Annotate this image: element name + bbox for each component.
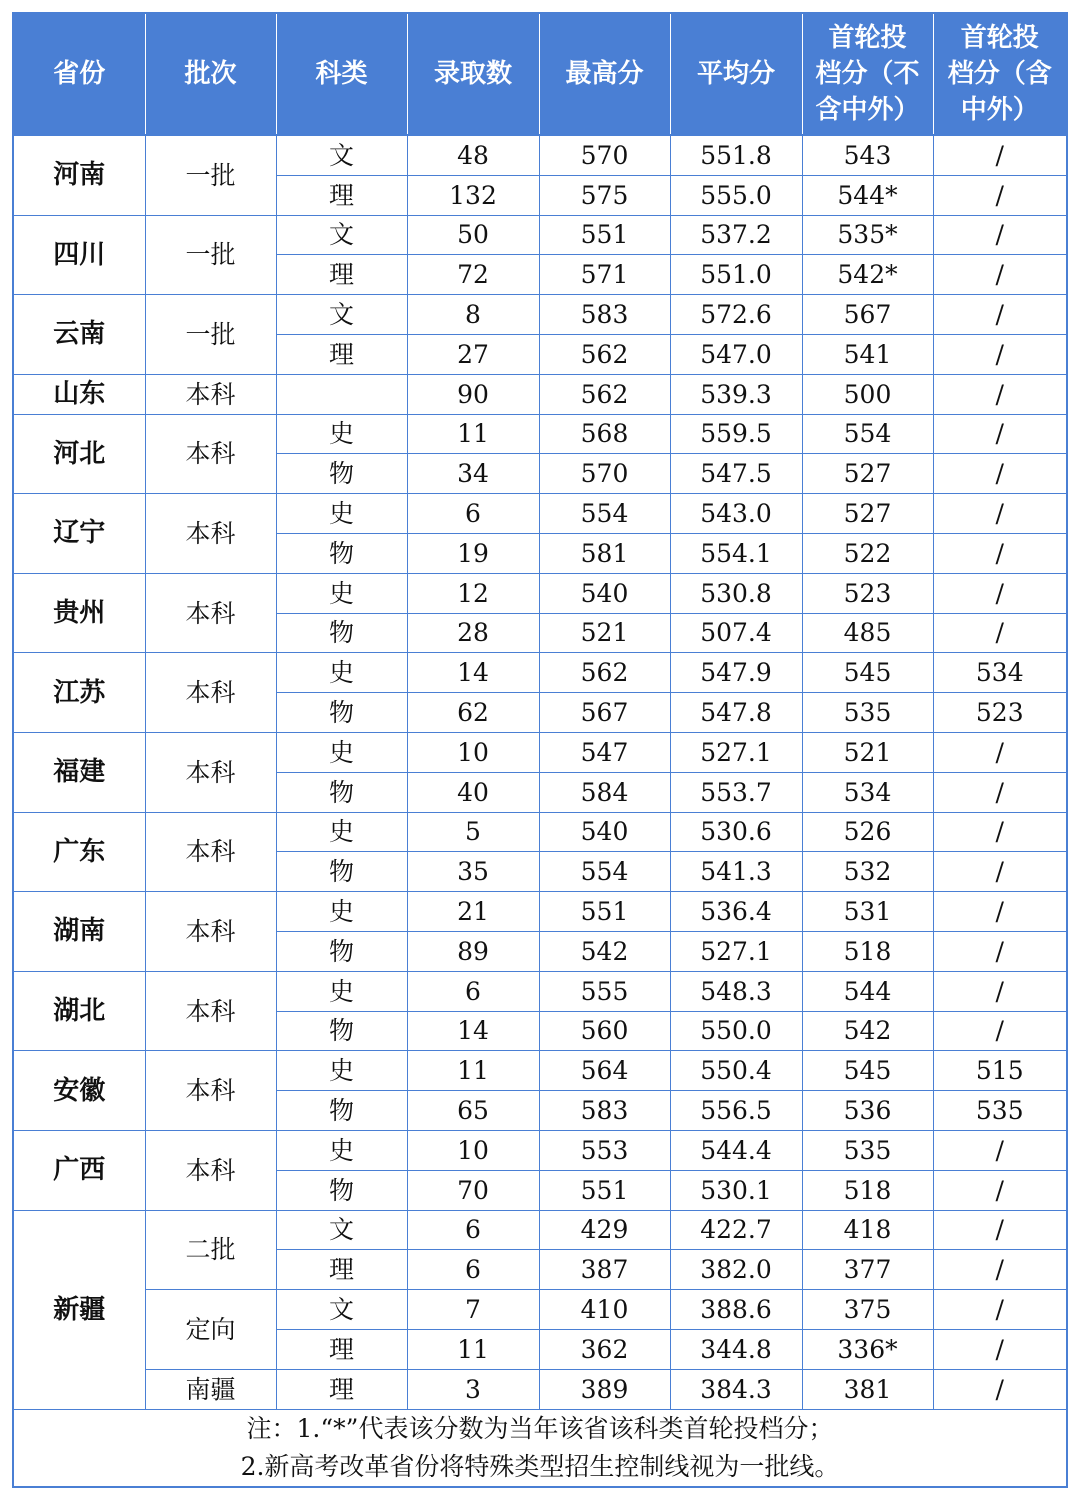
first-round-incl-cell: / (933, 215, 1067, 255)
max-score-cell: 554 (539, 494, 670, 534)
admitted-cell: 48 (407, 135, 539, 175)
batch-cell: 本科 (145, 812, 276, 892)
first-round-excl-cell: 544* (802, 175, 933, 215)
admitted-cell: 10 (407, 732, 539, 772)
first-round-excl-cell: 542* (802, 255, 933, 295)
batch-cell: 本科 (145, 573, 276, 653)
max-score-cell: 571 (539, 255, 670, 295)
batch-cell: 一批 (145, 295, 276, 375)
batch-cell: 二批 (145, 1210, 276, 1290)
province-cell: 新疆 (13, 1210, 145, 1409)
max-score-cell: 553 (539, 1130, 670, 1170)
max-score-cell: 575 (539, 175, 670, 215)
first-round-incl-cell: / (933, 1210, 1067, 1250)
max-score-cell: 540 (539, 573, 670, 613)
avg-score-cell: 544.4 (670, 1130, 802, 1170)
max-score-cell: 568 (539, 414, 670, 454)
avg-score-cell: 551.0 (670, 255, 802, 295)
first-round-excl-cell: 535* (802, 215, 933, 255)
admitted-cell: 70 (407, 1170, 539, 1210)
first-round-incl-cell: / (933, 255, 1067, 295)
batch-cell: 定向 (145, 1290, 276, 1370)
avg-score-cell: 541.3 (670, 852, 802, 892)
max-score-cell: 540 (539, 812, 670, 852)
province-cell: 云南 (13, 295, 145, 375)
batch-cell: 本科 (145, 374, 276, 414)
first-round-excl-cell: 375 (802, 1290, 933, 1330)
category-cell: 物 (276, 693, 407, 733)
first-round-incl-cell: / (933, 334, 1067, 374)
table-row (13, 414, 1067, 454)
table-notes (13, 1409, 1067, 1487)
avg-score-cell: 547.0 (670, 334, 802, 374)
avg-score-cell: 556.5 (670, 1091, 802, 1131)
max-score-cell: 521 (539, 613, 670, 653)
first-round-incl-cell: / (933, 374, 1067, 414)
table-row (13, 653, 1067, 693)
avg-score-cell: 572.6 (670, 295, 802, 335)
first-round-incl-cell: / (933, 892, 1067, 932)
avg-score-cell: 539.3 (670, 374, 802, 414)
max-score-cell: 551 (539, 1170, 670, 1210)
admitted-cell: 35 (407, 852, 539, 892)
max-score-cell: 551 (539, 215, 670, 255)
avg-score-cell: 559.5 (670, 414, 802, 454)
admitted-cell: 34 (407, 454, 539, 494)
category-cell: 物 (276, 533, 407, 573)
category-cell: 物 (276, 1170, 407, 1210)
max-score-cell: 583 (539, 295, 670, 335)
table-row (13, 295, 1067, 335)
province-cell: 江苏 (13, 653, 145, 733)
first-round-incl-cell: / (933, 812, 1067, 852)
first-round-excl-cell: 531 (802, 892, 933, 932)
category-cell: 物 (276, 931, 407, 971)
category-cell: 物 (276, 454, 407, 494)
avg-score-cell: 547.5 (670, 454, 802, 494)
first-round-excl-cell: 535 (802, 1130, 933, 1170)
first-round-excl-cell: 418 (802, 1210, 933, 1250)
admitted-cell: 14 (407, 1011, 539, 1051)
category-cell: 理 (276, 334, 407, 374)
first-round-incl-cell: / (933, 573, 1067, 613)
category-cell: 史 (276, 1051, 407, 1091)
first-round-incl-cell: / (933, 732, 1067, 772)
first-round-excl-cell: 535 (802, 693, 933, 733)
first-round-incl-cell: / (933, 1011, 1067, 1051)
category-cell (276, 374, 407, 414)
max-score-cell: 583 (539, 1091, 670, 1131)
first-round-excl-cell: 518 (802, 931, 933, 971)
avg-score-cell: 550.0 (670, 1011, 802, 1051)
max-score-cell: 567 (539, 693, 670, 733)
table-row (13, 732, 1067, 772)
avg-score-cell: 422.7 (670, 1210, 802, 1250)
avg-score-cell: 537.2 (670, 215, 802, 255)
first-round-excl-cell: 521 (802, 732, 933, 772)
batch-cell: 本科 (145, 494, 276, 574)
first-round-excl-cell: 523 (802, 573, 933, 613)
max-score-cell: 564 (539, 1051, 670, 1091)
province-cell: 福建 (13, 732, 145, 812)
province-cell: 河南 (13, 135, 145, 215)
province-cell: 安徽 (13, 1051, 145, 1131)
max-score-cell: 570 (539, 454, 670, 494)
category-cell: 物 (276, 852, 407, 892)
batch-cell: 一批 (145, 135, 276, 215)
admitted-cell: 27 (407, 334, 539, 374)
admitted-cell: 28 (407, 613, 539, 653)
header-max-score: 最高分 (539, 13, 670, 135)
first-round-incl-cell: / (933, 931, 1067, 971)
category-cell: 理 (276, 255, 407, 295)
max-score-cell: 555 (539, 971, 670, 1011)
first-round-incl-cell: 523 (933, 693, 1067, 733)
admitted-cell: 6 (407, 1210, 539, 1250)
admitted-cell: 12 (407, 573, 539, 613)
first-round-excl-cell: 527 (802, 494, 933, 534)
avg-score-cell: 551.8 (670, 135, 802, 175)
first-round-excl-cell: 500 (802, 374, 933, 414)
category-cell: 史 (276, 1130, 407, 1170)
avg-score-cell: 507.4 (670, 613, 802, 653)
admitted-cell: 21 (407, 892, 539, 932)
admitted-cell: 3 (407, 1369, 539, 1409)
max-score-cell: 387 (539, 1250, 670, 1290)
header-avg-score: 平均分 (670, 13, 802, 135)
avg-score-cell: 543.0 (670, 494, 802, 534)
category-cell: 文 (276, 135, 407, 175)
first-round-incl-cell: 535 (933, 1091, 1067, 1131)
batch-cell: 本科 (145, 1051, 276, 1131)
first-round-excl-cell: 522 (802, 533, 933, 573)
admitted-cell: 40 (407, 772, 539, 812)
admitted-cell: 89 (407, 931, 539, 971)
province-cell: 广西 (13, 1130, 145, 1210)
admitted-cell: 8 (407, 295, 539, 335)
category-cell: 史 (276, 812, 407, 852)
category-cell: 文 (276, 215, 407, 255)
admitted-cell: 5 (407, 812, 539, 852)
max-score-cell: 410 (539, 1290, 670, 1330)
first-round-excl-cell: 544 (802, 971, 933, 1011)
admitted-cell: 6 (407, 494, 539, 534)
first-round-excl-cell: 543 (802, 135, 933, 175)
max-score-cell: 584 (539, 772, 670, 812)
category-cell: 史 (276, 414, 407, 454)
max-score-cell: 570 (539, 135, 670, 175)
category-cell: 物 (276, 613, 407, 653)
table-row (13, 971, 1067, 1011)
first-round-incl-cell: / (933, 1250, 1067, 1290)
category-cell: 史 (276, 971, 407, 1011)
avg-score-cell: 382.0 (670, 1250, 802, 1290)
avg-score-cell: 547.8 (670, 693, 802, 733)
category-cell: 理 (276, 1369, 407, 1409)
first-round-excl-cell: 536 (802, 1091, 933, 1131)
table-row (13, 573, 1067, 613)
max-score-cell: 560 (539, 1011, 670, 1051)
admission-scores-table (12, 12, 1068, 1488)
category-cell: 理 (276, 1250, 407, 1290)
first-round-incl-cell: / (933, 414, 1067, 454)
max-score-cell: 562 (539, 334, 670, 374)
admitted-cell: 50 (407, 215, 539, 255)
avg-score-cell: 536.4 (670, 892, 802, 932)
max-score-cell: 554 (539, 852, 670, 892)
admitted-cell: 7 (407, 1290, 539, 1330)
admitted-cell: 90 (407, 374, 539, 414)
avg-score-cell: 548.3 (670, 971, 802, 1011)
first-round-excl-cell: 567 (802, 295, 933, 335)
avg-score-cell: 530.1 (670, 1170, 802, 1210)
first-round-excl-cell: 532 (802, 852, 933, 892)
first-round-incl-cell: / (933, 533, 1067, 573)
first-round-incl-cell: / (933, 175, 1067, 215)
max-score-cell: 389 (539, 1369, 670, 1409)
first-round-incl-cell: / (933, 971, 1067, 1011)
table-row (13, 1051, 1067, 1091)
admitted-cell: 19 (407, 533, 539, 573)
header-first-round-excl: 首轮投 档分（不 含中外） (802, 13, 933, 135)
province-cell: 湖南 (13, 892, 145, 972)
admitted-cell: 6 (407, 1250, 539, 1290)
category-cell: 史 (276, 732, 407, 772)
avg-score-cell: 547.9 (670, 653, 802, 693)
max-score-cell: 551 (539, 892, 670, 932)
table-row (13, 215, 1067, 255)
table-row (13, 1369, 1067, 1409)
header-category: 科类 (276, 13, 407, 135)
first-round-incl-cell: / (933, 1369, 1067, 1409)
batch-cell: 南疆 (145, 1369, 276, 1409)
first-round-excl-cell: 541 (802, 334, 933, 374)
first-round-excl-cell: 534 (802, 772, 933, 812)
table-row (13, 892, 1067, 932)
admitted-cell: 132 (407, 175, 539, 215)
batch-cell: 一批 (145, 215, 276, 295)
first-round-excl-cell: 518 (802, 1170, 933, 1210)
category-cell: 史 (276, 573, 407, 613)
first-round-incl-cell: / (933, 1329, 1067, 1369)
header-batch: 批次 (145, 13, 276, 135)
category-cell: 物 (276, 1011, 407, 1051)
admitted-cell: 72 (407, 255, 539, 295)
admitted-cell: 11 (407, 1051, 539, 1091)
header-province: 省份 (13, 13, 145, 135)
table-row (13, 494, 1067, 534)
category-cell: 文 (276, 1210, 407, 1250)
first-round-incl-cell: / (933, 772, 1067, 812)
note-line-1: 注：1.“*”代表该分数为当年该省该科类首轮投档分； (246, 1413, 834, 1443)
first-round-excl-cell: 485 (802, 613, 933, 653)
avg-score-cell: 550.4 (670, 1051, 802, 1091)
batch-cell: 本科 (145, 414, 276, 494)
max-score-cell: 562 (539, 653, 670, 693)
max-score-cell: 562 (539, 374, 670, 414)
avg-score-cell: 388.6 (670, 1290, 802, 1330)
first-round-incl-cell: / (933, 1290, 1067, 1330)
first-round-incl-cell: / (933, 454, 1067, 494)
first-round-excl-cell: 545 (802, 653, 933, 693)
avg-score-cell: 555.0 (670, 175, 802, 215)
category-cell: 文 (276, 1290, 407, 1330)
first-round-incl-cell: / (933, 852, 1067, 892)
first-round-incl-cell: / (933, 1170, 1067, 1210)
admitted-cell: 6 (407, 971, 539, 1011)
category-cell: 理 (276, 175, 407, 215)
category-cell: 物 (276, 772, 407, 812)
max-score-cell: 581 (539, 533, 670, 573)
avg-score-cell: 553.7 (670, 772, 802, 812)
avg-score-cell: 554.1 (670, 533, 802, 573)
max-score-cell: 547 (539, 732, 670, 772)
first-round-excl-cell: 336* (802, 1329, 933, 1369)
avg-score-cell: 527.1 (670, 931, 802, 971)
table-row (13, 812, 1067, 852)
admitted-cell: 10 (407, 1130, 539, 1170)
avg-score-cell: 344.8 (670, 1329, 802, 1369)
province-cell: 贵州 (13, 573, 145, 653)
first-round-incl-cell: 515 (933, 1051, 1067, 1091)
first-round-excl-cell: 545 (802, 1051, 933, 1091)
header-first-round-incl: 首轮投 档分（含 中外） (933, 13, 1067, 135)
first-round-excl-cell: 526 (802, 812, 933, 852)
header-row (13, 13, 1067, 135)
first-round-incl-cell: / (933, 1130, 1067, 1170)
max-score-cell: 362 (539, 1329, 670, 1369)
first-round-excl-cell: 381 (802, 1369, 933, 1409)
avg-score-cell: 530.8 (670, 573, 802, 613)
batch-cell: 本科 (145, 971, 276, 1051)
province-cell: 广东 (13, 812, 145, 892)
category-cell: 史 (276, 494, 407, 534)
admitted-cell: 62 (407, 693, 539, 733)
avg-score-cell: 527.1 (670, 732, 802, 772)
category-cell: 物 (276, 1091, 407, 1131)
province-cell: 湖北 (13, 971, 145, 1051)
admitted-cell: 65 (407, 1091, 539, 1131)
table-body (13, 135, 1067, 1409)
batch-cell: 本科 (145, 653, 276, 733)
avg-score-cell: 384.3 (670, 1369, 802, 1409)
table-row (13, 374, 1067, 414)
admitted-cell: 11 (407, 414, 539, 454)
category-cell: 理 (276, 1329, 407, 1369)
first-round-excl-cell: 377 (802, 1250, 933, 1290)
category-cell: 史 (276, 653, 407, 693)
admitted-cell: 11 (407, 1329, 539, 1369)
table-row (13, 135, 1067, 175)
province-cell: 辽宁 (13, 494, 145, 574)
batch-cell: 本科 (145, 1130, 276, 1210)
max-score-cell: 542 (539, 931, 670, 971)
first-round-incl-cell: / (933, 135, 1067, 175)
first-round-excl-cell: 527 (802, 454, 933, 494)
first-round-incl-cell: 534 (933, 653, 1067, 693)
province-cell: 四川 (13, 215, 145, 295)
first-round-incl-cell: / (933, 295, 1067, 335)
first-round-incl-cell: / (933, 613, 1067, 653)
province-cell: 河北 (13, 414, 145, 494)
table-row (13, 1130, 1067, 1170)
admitted-cell: 14 (407, 653, 539, 693)
table-row (13, 1290, 1067, 1330)
table-row (13, 1210, 1067, 1250)
first-round-excl-cell: 542 (802, 1011, 933, 1051)
first-round-excl-cell: 554 (802, 414, 933, 454)
first-round-incl-cell: / (933, 494, 1067, 534)
header-admitted: 录取数 (407, 13, 539, 135)
batch-cell: 本科 (145, 732, 276, 812)
category-cell: 文 (276, 295, 407, 335)
notes-row (13, 1409, 1067, 1487)
category-cell: 史 (276, 892, 407, 932)
note-line-2: 2.新高考改革省份将特殊类型招生控制线视为一批线。 (240, 1451, 840, 1481)
province-cell: 山东 (13, 374, 145, 414)
max-score-cell: 429 (539, 1210, 670, 1250)
avg-score-cell: 530.6 (670, 812, 802, 852)
batch-cell: 本科 (145, 892, 276, 972)
